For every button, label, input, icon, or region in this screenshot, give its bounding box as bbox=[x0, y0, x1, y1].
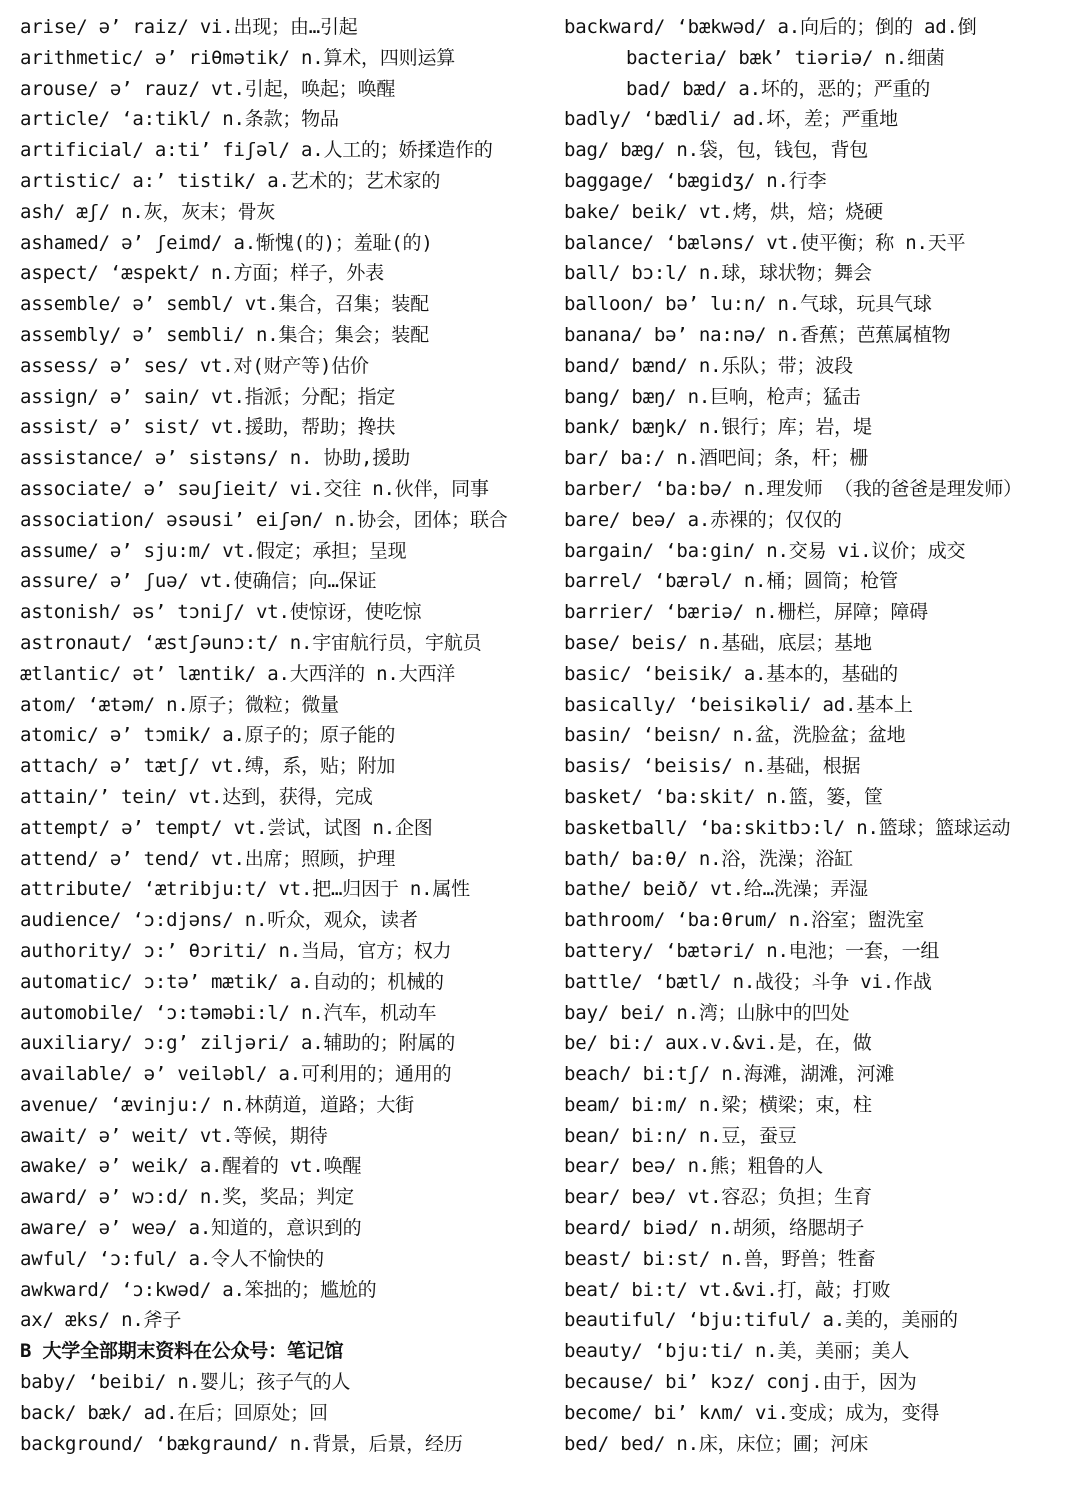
vocab-entry: bang/ bæŋ/ n.巨响，枪声；猛击 bbox=[564, 385, 861, 408]
vocab-entry: available/ ə’ veiləbl/ a.可利用的；通用的 bbox=[20, 1063, 452, 1086]
vocab-entry: auxiliary/ ɔ:g’ ziljəri/ a.辅助的；附属的 bbox=[20, 1032, 456, 1055]
section-heading: B 大学全部期末资料在公众号：笔记馆 bbox=[20, 1340, 344, 1363]
vocab-entry: atomic/ ə’ tɔmik/ a.原子的；原子能的 bbox=[20, 724, 396, 747]
vocab-entry: attain/’ tein/ vt.达到，获得，完成 bbox=[20, 785, 373, 808]
vocab-entry: astronaut/ ‘æstʃəunɔ:t/ n.宇宙航行员，宇航员 bbox=[20, 631, 482, 654]
vocab-entry: basic/ ‘beisik/ a.基本的，基础的 bbox=[564, 662, 898, 685]
vocab-entry: atom/ ‘ætəm/ n.原子；微粒；微量 bbox=[20, 693, 339, 716]
vocab-entry: arise/ ə’ raiz/ vi.出现；由…引起 bbox=[20, 16, 358, 38]
vocab-entry: barrier/ ‘bæriə/ n.栅栏，屏障；障碍 bbox=[564, 601, 928, 624]
vocab-entry: association/ əsəusi’ eiʃən/ n.协会，团体；联合 bbox=[20, 508, 508, 531]
vocab-entry: bath/ ba:θ/ n.浴，洗澡；浴缸 bbox=[564, 847, 853, 870]
vocab-entry: avenue/ ‘ævinju:/ n.林荫道，道路；大街 bbox=[20, 1093, 414, 1116]
vocab-entry: attempt/ ə’ tempt/ vt.尝试，试图 n.企图 bbox=[20, 816, 433, 839]
vocab-entry: beast/ bi:st/ n.兽，野兽；牲畜 bbox=[564, 1247, 876, 1270]
vocab-entry: assure/ ə’ ʃuə/ vt.使确信；向…保证 bbox=[20, 570, 377, 593]
vocab-entry: beat/ bi:t/ vt.&vi.打，敲；打败 bbox=[564, 1278, 891, 1301]
vocab-entry: bank/ bæŋk/ n.银行；库；岩，堤 bbox=[564, 416, 872, 439]
vocab-entry: back/ bæk/ ad.在后；回原处；回 bbox=[20, 1401, 328, 1424]
vocab-entry: beard/ biəd/ n.胡须，络腮胡子 bbox=[564, 1217, 865, 1240]
vocab-entry: baby/ ‘beibi/ n.婴儿；孩子气的人 bbox=[20, 1371, 351, 1394]
vocab-entry: barber/ ‘ba:bə/ n.理发师 （我的爸爸是理发师） bbox=[564, 477, 1022, 500]
vocab-entry: attribute/ ‘ætribju:t/ vt.把…归因于 n.属性 bbox=[20, 878, 470, 901]
right-column bbox=[564, 12, 1070, 1459]
vocab-entry: astonish/ əs’ tɔniʃ/ vt.使惊讶，使吃惊 bbox=[20, 601, 422, 624]
vocab-entry: because/ bi’ kɔz/ conj.由于，因为 bbox=[564, 1371, 917, 1394]
vocab-entry: background/ ‘bækgraund/ n.背景，后景，经历 bbox=[20, 1432, 463, 1455]
vocab-entry: assist/ ə’ sist/ vt.援助，帮助；搀扶 bbox=[20, 416, 396, 439]
vocab-entry: ball/ bɔ:l/ n.球，球状物；舞会 bbox=[564, 262, 872, 285]
vocab-entry: aspect/ ‘æspekt/ n.方面；样子，外表 bbox=[20, 262, 384, 285]
vocab-entry: basically/ ‘beisikəli/ ad.基本上 bbox=[564, 693, 913, 716]
vocab-entry: assume/ ə’ sju:m/ vt.假定；承担；呈现 bbox=[20, 539, 407, 562]
vocab-entry: beauty/ ‘bju:ti/ n.美，美丽；美人 bbox=[564, 1340, 910, 1363]
vocab-entry: authority/ ɔ:’ θɔriti/ n.当局，官方；权力 bbox=[20, 939, 452, 962]
vocab-entry: attend/ ə’ tend/ vt.出席；照顾，护理 bbox=[20, 847, 396, 870]
vocab-entry: assign/ ə’ sain/ vt.指派；分配；指定 bbox=[20, 385, 396, 408]
vocab-entry: bathe/ beið/ vt.给…洗澡；弄湿 bbox=[564, 878, 868, 901]
vocab-entry: awake/ ə’ weik/ a.醒着的 vt.唤醒 bbox=[20, 1155, 362, 1178]
vocab-entry: bay/ bei/ n.湾；山脉中的凹处 bbox=[564, 1001, 850, 1024]
vocab-entry: balloon/ bə’ lu:n/ n.气球，玩具气球 bbox=[564, 293, 932, 316]
vocab-entry: audience/ ‘ɔ:djəns/ n.听众，观众，读者 bbox=[20, 909, 418, 932]
vocab-entry: battery/ ‘bætəri/ n.电池；一套，一组 bbox=[564, 939, 940, 962]
vocab-entry: assembly/ ə’ sembli/ n.集合；集会；装配 bbox=[20, 323, 429, 346]
vocab-entry: awful/ ‘ɔ:ful/ a.令人不愉快的 bbox=[20, 1247, 324, 1270]
vocab-entry: backward/ ‘bækwəd/ a.向后的；倒的 ad.倒 bbox=[564, 16, 977, 38]
vocab-entry: banana/ bə’ na:nə/ n.香蕉；芭蕉属植物 bbox=[564, 323, 951, 346]
left-column bbox=[20, 12, 550, 1459]
vocab-entry: badly/ ‘bædli/ ad.坏，差；严重地 bbox=[564, 108, 898, 131]
vocab-entry: ashamed/ ə’ ʃeimd/ a.惭愧(的)；羞耻(的) bbox=[20, 231, 433, 254]
vocab-entry: bathroom/ ‘ba:θrum/ n.浴室；盥洗室 bbox=[564, 909, 925, 932]
vocab-entry: become/ bi’ kʌm/ vi.变成；成为，变得 bbox=[564, 1401, 940, 1424]
vocab-entry: arouse/ ə’ rauz/ vt.引起，唤起；唤醒 bbox=[20, 77, 396, 100]
vocab-entry: ash/ æʃ/ n.灰，灰末；骨灰 bbox=[20, 200, 276, 223]
vocab-entry: basin/ ‘beisn/ n.盆，洗脸盆；盆地 bbox=[564, 724, 906, 747]
vocab-entry: band/ bænd/ n.乐队；带；波段 bbox=[564, 354, 853, 377]
vocab-entry: basket/ ‘ba:skit/ n.篮，篓，筐 bbox=[564, 785, 883, 808]
vocab-entry: bar/ ba:/ n.酒吧间；条，杆；栅 bbox=[564, 447, 869, 470]
vocab-entry: await/ ə’ weit/ vt.等候，期待 bbox=[20, 1124, 328, 1147]
vocab-entry: beautiful/ ‘bju:tiful/ a.美的，美丽的 bbox=[564, 1309, 958, 1332]
vocab-entry: bargain/ ‘ba:gin/ n.交易 vi.议价；成交 bbox=[564, 539, 966, 562]
vocab-entry: automatic/ ɔ:tə’ mætik/ a.自动的；机械的 bbox=[20, 970, 444, 993]
vocab-entry: article/ ‘a:tikl/ n.条款；物品 bbox=[20, 108, 339, 131]
vocab-entry: bear/ beə/ n.熊；粗鲁的人 bbox=[564, 1155, 823, 1178]
vocab-entry: baggage/ ‘bægidʒ/ n.行李 bbox=[564, 169, 827, 192]
vocab-entry: awkward/ ‘ɔ:kwəd/ a.笨拙的；尴尬的 bbox=[20, 1278, 377, 1301]
vocab-entry: arithmetic/ ə’ riθmətik/ n.算术，四则运算 bbox=[20, 46, 456, 69]
vocab-entry: assemble/ ə’ sembl/ vt.集合，召集；装配 bbox=[20, 293, 429, 316]
vocab-entry: be/ bi:/ aux.v.&vi.是，在，做 bbox=[564, 1032, 872, 1055]
vocab-entry: attach/ ə’ tætʃ/ vt.缚，系，贴；附加 bbox=[20, 755, 396, 778]
vocab-entry: automobile/ ‘ɔ:təməbi:l/ n.汽车，机动车 bbox=[20, 1001, 437, 1024]
vocab-entry: ax/ æks/ n.斧子 bbox=[20, 1309, 182, 1332]
vocab-entry: beam/ bi:m/ n.梁；横梁；束，柱 bbox=[564, 1093, 872, 1116]
vocab-entry: artistic/ a:’ tistik/ a.艺术的；艺术家的 bbox=[20, 169, 441, 192]
vocab-entry: ætlantic/ ət’ læntik/ a.大西洋的 n.大西洋 bbox=[20, 662, 456, 685]
vocab-entry: aware/ ə’ weə/ a.知道的，意识到的 bbox=[20, 1217, 362, 1240]
vocab-entry: assistance/ ə’ sistəns/ n. 协助,援助 bbox=[20, 447, 410, 470]
vocab-entry: artificial/ a:ti’ fiʃəl/ a.人工的；娇揉造作的 bbox=[20, 139, 493, 162]
vocab-entry: bad/ bæd/ a.坏的，恶的；严重的 bbox=[626, 77, 931, 100]
vocab-entry: base/ beis/ n.基础，底层；基地 bbox=[564, 631, 872, 654]
vocab-entry: bean/ bi:n/ n.豆，蚕豆 bbox=[564, 1124, 797, 1147]
vocab-entry: basis/ ‘beisis/ n.基础，根据 bbox=[564, 755, 861, 778]
vocab-entry: barrel/ ‘bærəl/ n.桶；圆筒；枪管 bbox=[564, 570, 898, 593]
vocab-entry: bare/ beə/ a.赤裸的；仅仅的 bbox=[564, 508, 842, 531]
vocab-entry: beach/ bi:tʃ/ n.海滩，湖滩，河滩 bbox=[564, 1063, 895, 1086]
vocab-entry: balance/ ‘bæləns/ vt.使平衡；称 n.天平 bbox=[564, 231, 966, 254]
vocab-entry: battle/ ‘bætl/ n.战役；斗争 vi.作战 bbox=[564, 970, 932, 993]
vocab-entry: bag/ bæg/ n.袋，包，钱包，背包 bbox=[564, 139, 869, 162]
vocab-entry: bear/ beə/ vt.容忍；负担；生育 bbox=[564, 1186, 872, 1209]
vocab-entry: assess/ ə’ ses/ vt.对(财产等)估价 bbox=[20, 354, 369, 377]
vocab-entry: bacteria/ bæk’ tiəriə/ n.细菌 bbox=[626, 46, 945, 69]
vocab-entry: associate/ ə’ səuʃieit/ vi.交往 n.伙伴，同事 bbox=[20, 477, 489, 500]
vocab-entry: award/ ə’ wɔ:d/ n.奖，奖品；判定 bbox=[20, 1186, 354, 1209]
vocab-entry: bake/ beik/ vt.烤，烘，焙；烧硬 bbox=[564, 200, 883, 223]
vocab-entry: bed/ bed/ n.床，床位；圃；河床 bbox=[564, 1432, 869, 1455]
vocab-entry: basketball/ ‘ba:skitbɔ:l/ n.篮球；篮球运动 bbox=[564, 816, 1011, 839]
